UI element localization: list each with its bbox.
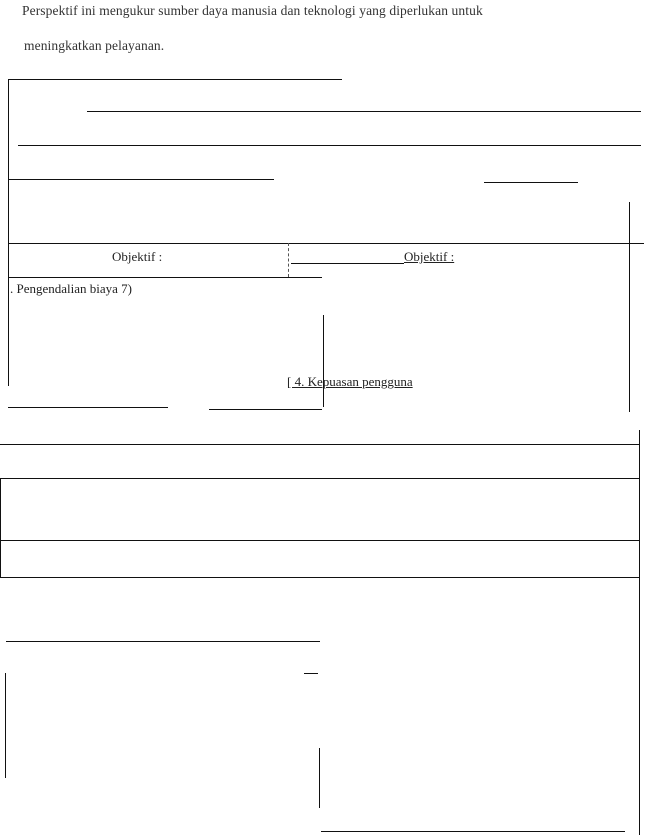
table-row-line bbox=[8, 277, 322, 278]
box-row-line-3 bbox=[0, 540, 640, 541]
rule-3-right bbox=[484, 182, 578, 183]
table-item-right: [ 4. Kepuasan pengguna bbox=[287, 374, 413, 389]
box-right-border bbox=[639, 430, 640, 835]
box-row-bottom bbox=[0, 577, 640, 578]
rule-1 bbox=[87, 111, 641, 112]
bottom-frame-tick bbox=[304, 673, 318, 674]
column-2-heading: Objektif : bbox=[404, 249, 455, 264]
table-item-left: . Pengendalian biaya 7) bbox=[10, 281, 133, 296]
bottom-frame-base bbox=[321, 831, 625, 832]
bottom-frame-divider bbox=[319, 748, 320, 808]
column-divider bbox=[288, 243, 289, 277]
table-bottom-mid bbox=[209, 409, 322, 410]
intro-line-2: meningkatkan pelayanan. bbox=[24, 38, 165, 53]
column-1-heading: Objektif : bbox=[112, 249, 163, 264]
box-row-line-2 bbox=[0, 478, 640, 479]
bottom-frame-top bbox=[6, 641, 320, 642]
box-row-top bbox=[0, 444, 640, 445]
table-bottom-left bbox=[8, 407, 168, 408]
box-left-border bbox=[0, 478, 1, 577]
heading-2-leader bbox=[291, 263, 404, 264]
frame-right-border bbox=[629, 202, 630, 412]
inner-divider bbox=[323, 315, 324, 407]
intro-line-1: Perspektif ini mengukur sumber daya manusia dan teknologi yang diperlukan untuk bbox=[22, 3, 483, 18]
frame-left-border bbox=[8, 79, 9, 386]
table-header-line bbox=[8, 243, 644, 244]
rule-2 bbox=[18, 145, 641, 146]
bottom-frame-left bbox=[5, 673, 6, 778]
frame-top-line bbox=[8, 79, 342, 80]
rule-3-left bbox=[8, 179, 274, 180]
